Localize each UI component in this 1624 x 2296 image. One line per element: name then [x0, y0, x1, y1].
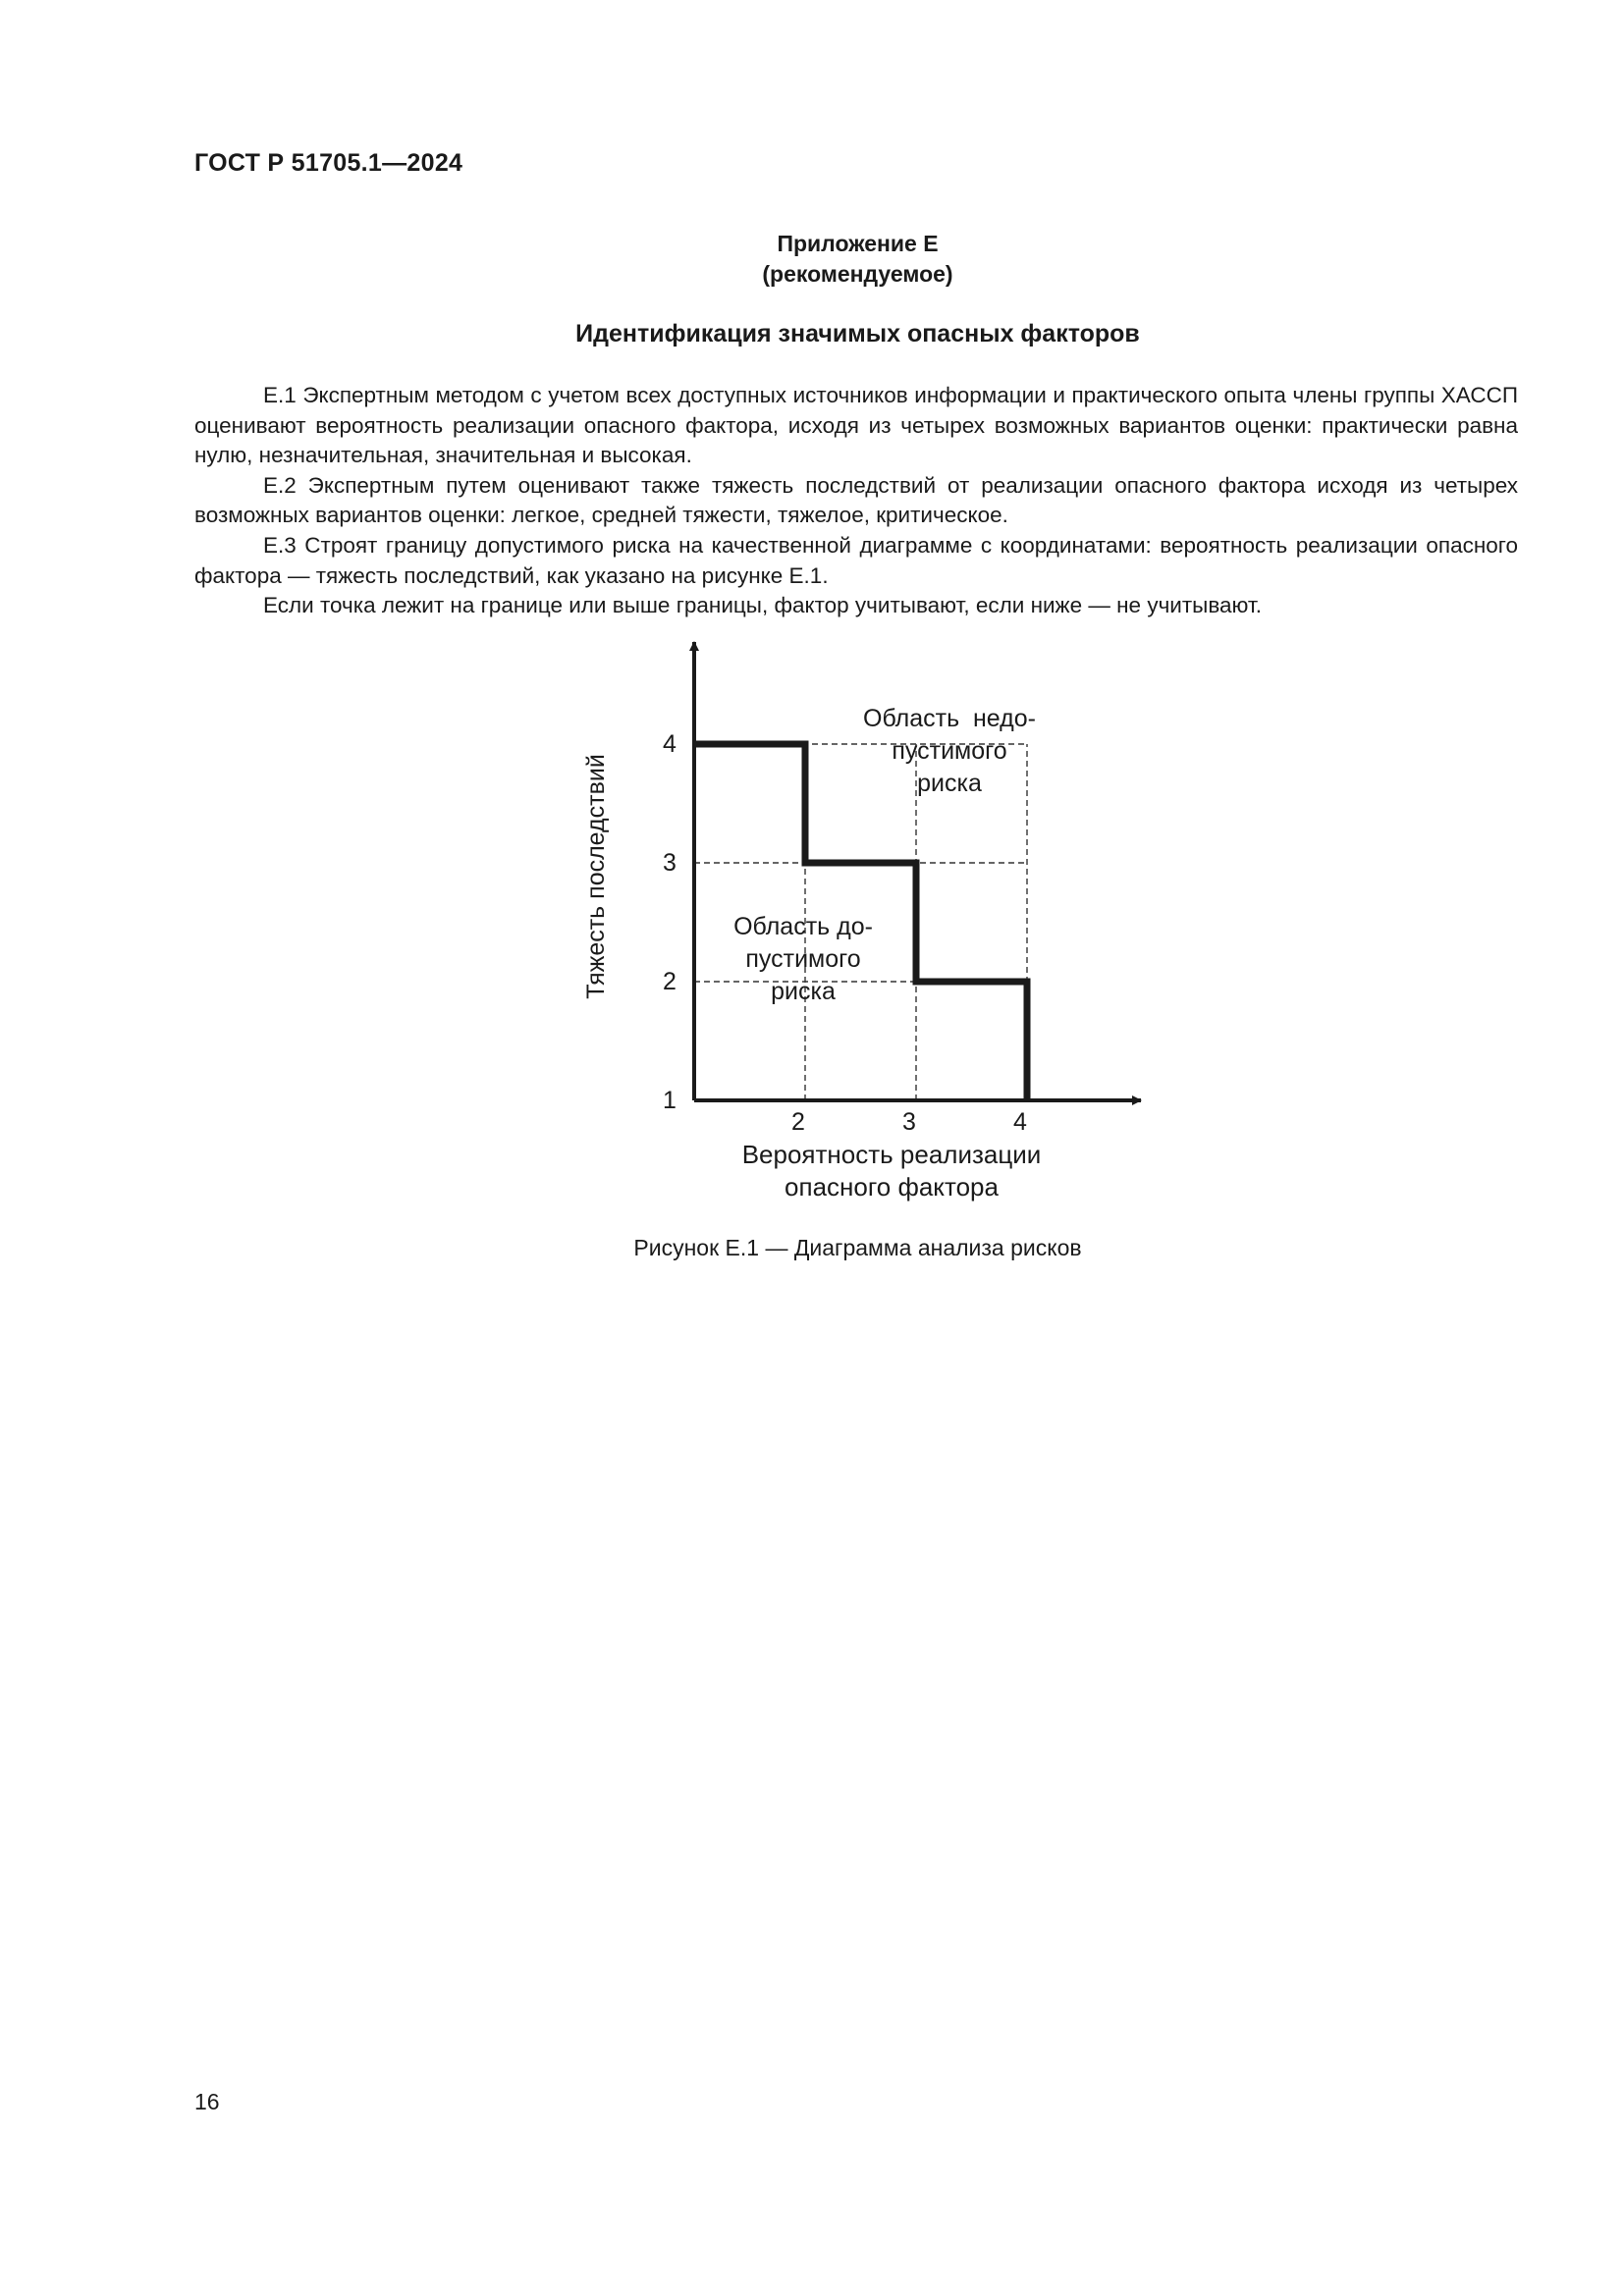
region-annotations	[733, 705, 1036, 1005]
body-text	[194, 381, 1518, 621]
x-tick-label: 2	[791, 1108, 805, 1136]
paragraph-e1: Е.1 Экспертным методом с учетом всех доступных источников информации и практического опыта члены группы ХАССП оценивают вероятность реализации опасного фактора, исходя из четырех возможных вариантов оценки: практически равна нулю, незначительная, значительная и высокая.	[194, 383, 1518, 468]
document-code: ГОСТ Р 51705.1—2024	[194, 149, 463, 177]
x-tick-label: 4	[1013, 1108, 1027, 1136]
paragraph-e3: Е.3 Строят границу допустимого риска на качественной диаграмме с координатами: вероятность реализации опасного фактора — тяжесть последствий, как указано на рисунке Е.1.	[194, 532, 1518, 588]
region-label-unacceptable: Область недо-	[863, 705, 1036, 732]
risk-diagram	[550, 638, 1159, 1207]
region-label-acceptable: Область до-	[733, 913, 873, 940]
section-heading: Идентификация значимых опасных факторов	[575, 320, 1140, 347]
paragraph-rule: Если точка лежит на границе или выше границы, фактор учитывают, если ниже — не учитывают.	[263, 593, 1262, 618]
y-tick-label: 1	[663, 1087, 677, 1114]
x-axis-label-line: Вероятность реализации	[741, 1140, 1042, 1169]
x-tick-label: 3	[902, 1108, 916, 1136]
x-axis-label-line: опасного фактора	[785, 1172, 999, 1201]
appendix-title	[0, 229, 1624, 290]
region-label-acceptable: пустимого	[745, 945, 861, 973]
appendix-status: (рекомендуемое)	[762, 261, 953, 287]
figure-caption: Рисунок Е.1 — Диаграмма анализа рисков	[633, 1235, 1082, 1260]
region-label-acceptable: риска	[771, 978, 836, 1005]
y-tick-label: 2	[663, 968, 677, 995]
y-axis-label: Тяжесть последствий	[582, 754, 610, 999]
paragraph-e2: Е.2 Экспертным путем оценивают также тяжесть последствий от реализации опасного фактора исходя из четырех возможных вариантов оценки: легкое, средней тяжести, тяжелое, критическое.	[194, 472, 1518, 528]
y-tick-label: 4	[663, 730, 677, 758]
y-tick-label: 3	[663, 849, 677, 877]
risk-diagram-svg	[550, 638, 1159, 1207]
appendix-label: Приложение Е	[777, 231, 939, 256]
x-axis-label	[742, 1140, 1042, 1201]
page-number: 16	[194, 2089, 220, 2114]
region-label-unacceptable: пустимого	[892, 737, 1007, 765]
region-label-unacceptable: риска	[917, 770, 982, 797]
